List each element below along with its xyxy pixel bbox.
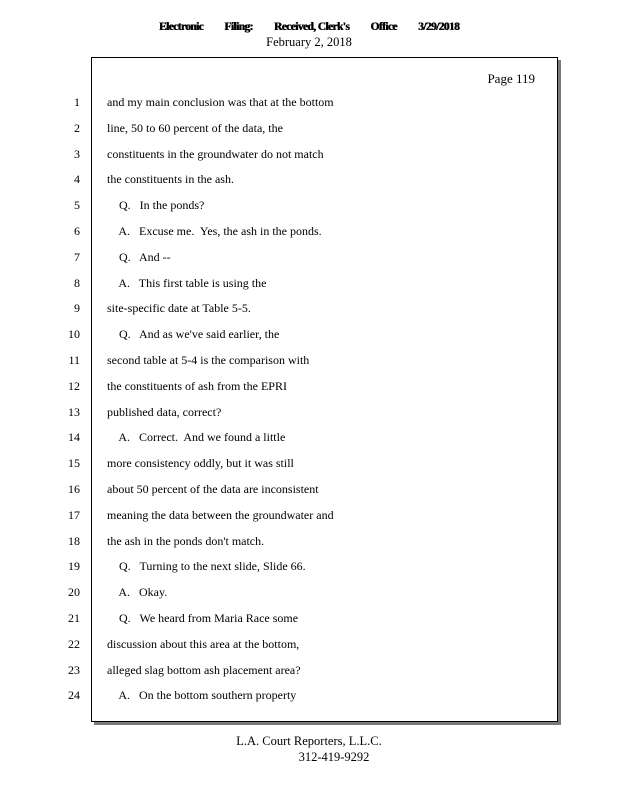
line-text: site-specific date at Table 5-5. <box>107 301 251 315</box>
line-text: line, 50 to 60 percent of the data, the <box>107 121 283 135</box>
line-number: 20 <box>68 585 80 599</box>
line-number: 15 <box>68 456 80 470</box>
line-number: 7 <box>74 250 80 264</box>
line-text: alleged slag bottom ash placement area? <box>107 663 301 677</box>
line-number: 1 <box>74 95 80 109</box>
line-text: A. This first table is using the <box>107 276 267 290</box>
line-text: the ash in the ponds don't match. <box>107 534 265 548</box>
line-number: 5 <box>74 198 80 212</box>
line-number: 8 <box>74 276 80 290</box>
line-text: A. Correct. And we found a little <box>107 430 286 444</box>
line-text: constituents in the groundwater do not match <box>107 147 324 161</box>
line-number: 24 <box>68 688 80 702</box>
line-number: 18 <box>68 534 80 548</box>
filing-stamp-word: Received, Clerk's <box>273 19 350 33</box>
line-text: A. On the bottom southern property <box>107 688 297 702</box>
line-number: 23 <box>68 663 80 677</box>
filing-stamp-word: Office <box>370 19 397 33</box>
line-number: 14 <box>68 430 80 444</box>
footer <box>0 733 618 765</box>
line-text: Q. We heard from Maria Race some <box>107 611 299 625</box>
line-number: 19 <box>68 559 80 573</box>
line-number: 4 <box>74 172 80 186</box>
line-text: A. Okay. <box>107 585 168 599</box>
line-text: published data, correct? <box>107 405 222 419</box>
line-text: meaning the data between the groundwater and <box>107 508 334 522</box>
line-text: second table at 5-4 is the comparison with <box>107 353 310 367</box>
line-number: 13 <box>68 405 80 419</box>
line-text: more consistency oddly, but it was still <box>107 456 294 470</box>
line-number: 6 <box>74 224 80 238</box>
filing-stamp-word: 3/29/2018 <box>417 19 460 33</box>
line-text: Q. And -- <box>107 250 171 264</box>
line-text: Q. Turning to the next slide, Slide 66. <box>107 559 306 573</box>
line-text: Q. And as we've said earlier, the <box>107 327 280 341</box>
court-reporter-phone: 312-419-9292 <box>298 750 370 764</box>
line-number: 10 <box>68 327 80 341</box>
filing-stamp-word: Filing: <box>224 19 253 33</box>
line-number: 22 <box>68 637 80 651</box>
transcript-date: February 2, 2018 <box>266 35 352 49</box>
line-number: 2 <box>74 121 80 135</box>
court-reporter-name: L.A. Court Reporters, L.L.C. <box>236 734 382 748</box>
filing-stamp <box>149 18 468 34</box>
line-text: and my main conclusion was that at the bottom <box>107 95 334 109</box>
line-number: 16 <box>68 482 80 496</box>
line-number: 9 <box>74 301 80 315</box>
line-text: about 50 percent of the data are inconsistent <box>107 482 319 496</box>
filing-header <box>0 18 618 50</box>
line-text: the constituents in the ash. <box>107 172 234 186</box>
line-number: 11 <box>68 353 80 367</box>
line-number: 3 <box>74 147 80 161</box>
line-text: Q. In the ponds? <box>107 198 205 212</box>
line-number: 12 <box>68 379 80 393</box>
line-number: 21 <box>68 611 80 625</box>
line-text: A. Excuse me. Yes, the ash in the ponds. <box>107 224 322 238</box>
filing-stamp-word: Electronic <box>158 19 204 33</box>
page-number: Page 119 <box>487 71 535 86</box>
line-number: 17 <box>68 508 80 522</box>
line-text: discussion about this area at the bottom, <box>107 637 300 651</box>
line-text: the constituents of ash from the EPRI <box>107 379 287 393</box>
